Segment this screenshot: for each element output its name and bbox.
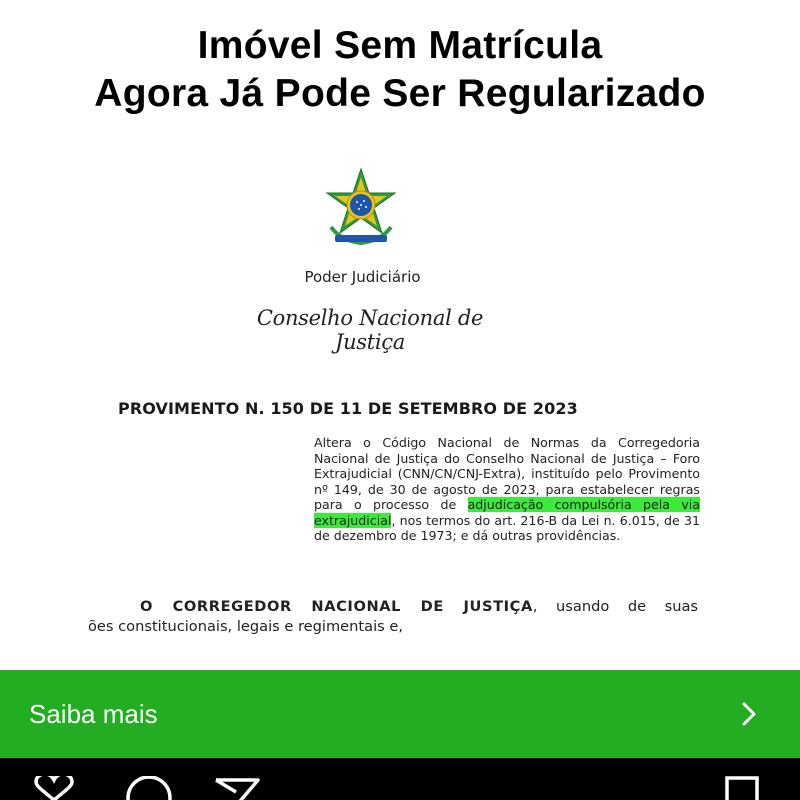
headline-line-2: Agora Já Pode Ser Regularizado <box>94 72 706 115</box>
organization-name: Poder Judiciário <box>304 268 421 286</box>
headline-line-1: Imóvel Sem Matrícula <box>197 24 603 67</box>
brazil-coat-of-arms-icon <box>318 165 404 251</box>
heart-icon[interactable] <box>32 776 76 800</box>
cta-label: Saiba mais <box>29 699 158 729</box>
ementa-text-after: , nos termos do art. 216-B da Lei n. 6.015, de 31 de dezembro de 1973; e dá outras providências. <box>314 512 700 543</box>
document-image <box>0 150 800 670</box>
body-line-2: ões constitucionais, legais e regimentais e, <box>88 618 403 635</box>
comment-icon[interactable] <box>124 776 174 800</box>
saiba-mais-button[interactable] <box>0 670 800 758</box>
bookmark-icon[interactable] <box>722 776 762 800</box>
body-line-1 <box>88 597 698 617</box>
ementa-text-before: Altera o Código Nacional de Normas da Corregedoria Nacional de Justiça do Conselho Nacional de Justiça – Foro Extrajudicial (CNN/CN/CNJ-Extra), instituído pelo Provimento nº 149, de 30 de agosto de 2023, para estabelecer regras para o processo de <box>314 435 700 512</box>
bottom-action-bar <box>0 758 800 800</box>
ementa-highlight: adjudicação compulsória pela via extrajudicial <box>314 497 701 528</box>
document-ementa <box>314 435 700 544</box>
chevron-right-icon <box>738 701 760 727</box>
body-rest-text: , usando de suas <box>532 598 698 615</box>
document-body-paragraph <box>88 597 698 637</box>
body-bold-text: O CORREGEDOR NACIONAL DE JUSTIÇA <box>140 598 533 615</box>
headline <box>0 22 800 118</box>
council-name: Conselho Nacional de Justiça <box>256 306 484 354</box>
document-title: PROVIMENTO N. 150 DE 11 DE SETEMBRO DE 2023 <box>118 399 578 418</box>
send-icon[interactable] <box>212 776 262 800</box>
